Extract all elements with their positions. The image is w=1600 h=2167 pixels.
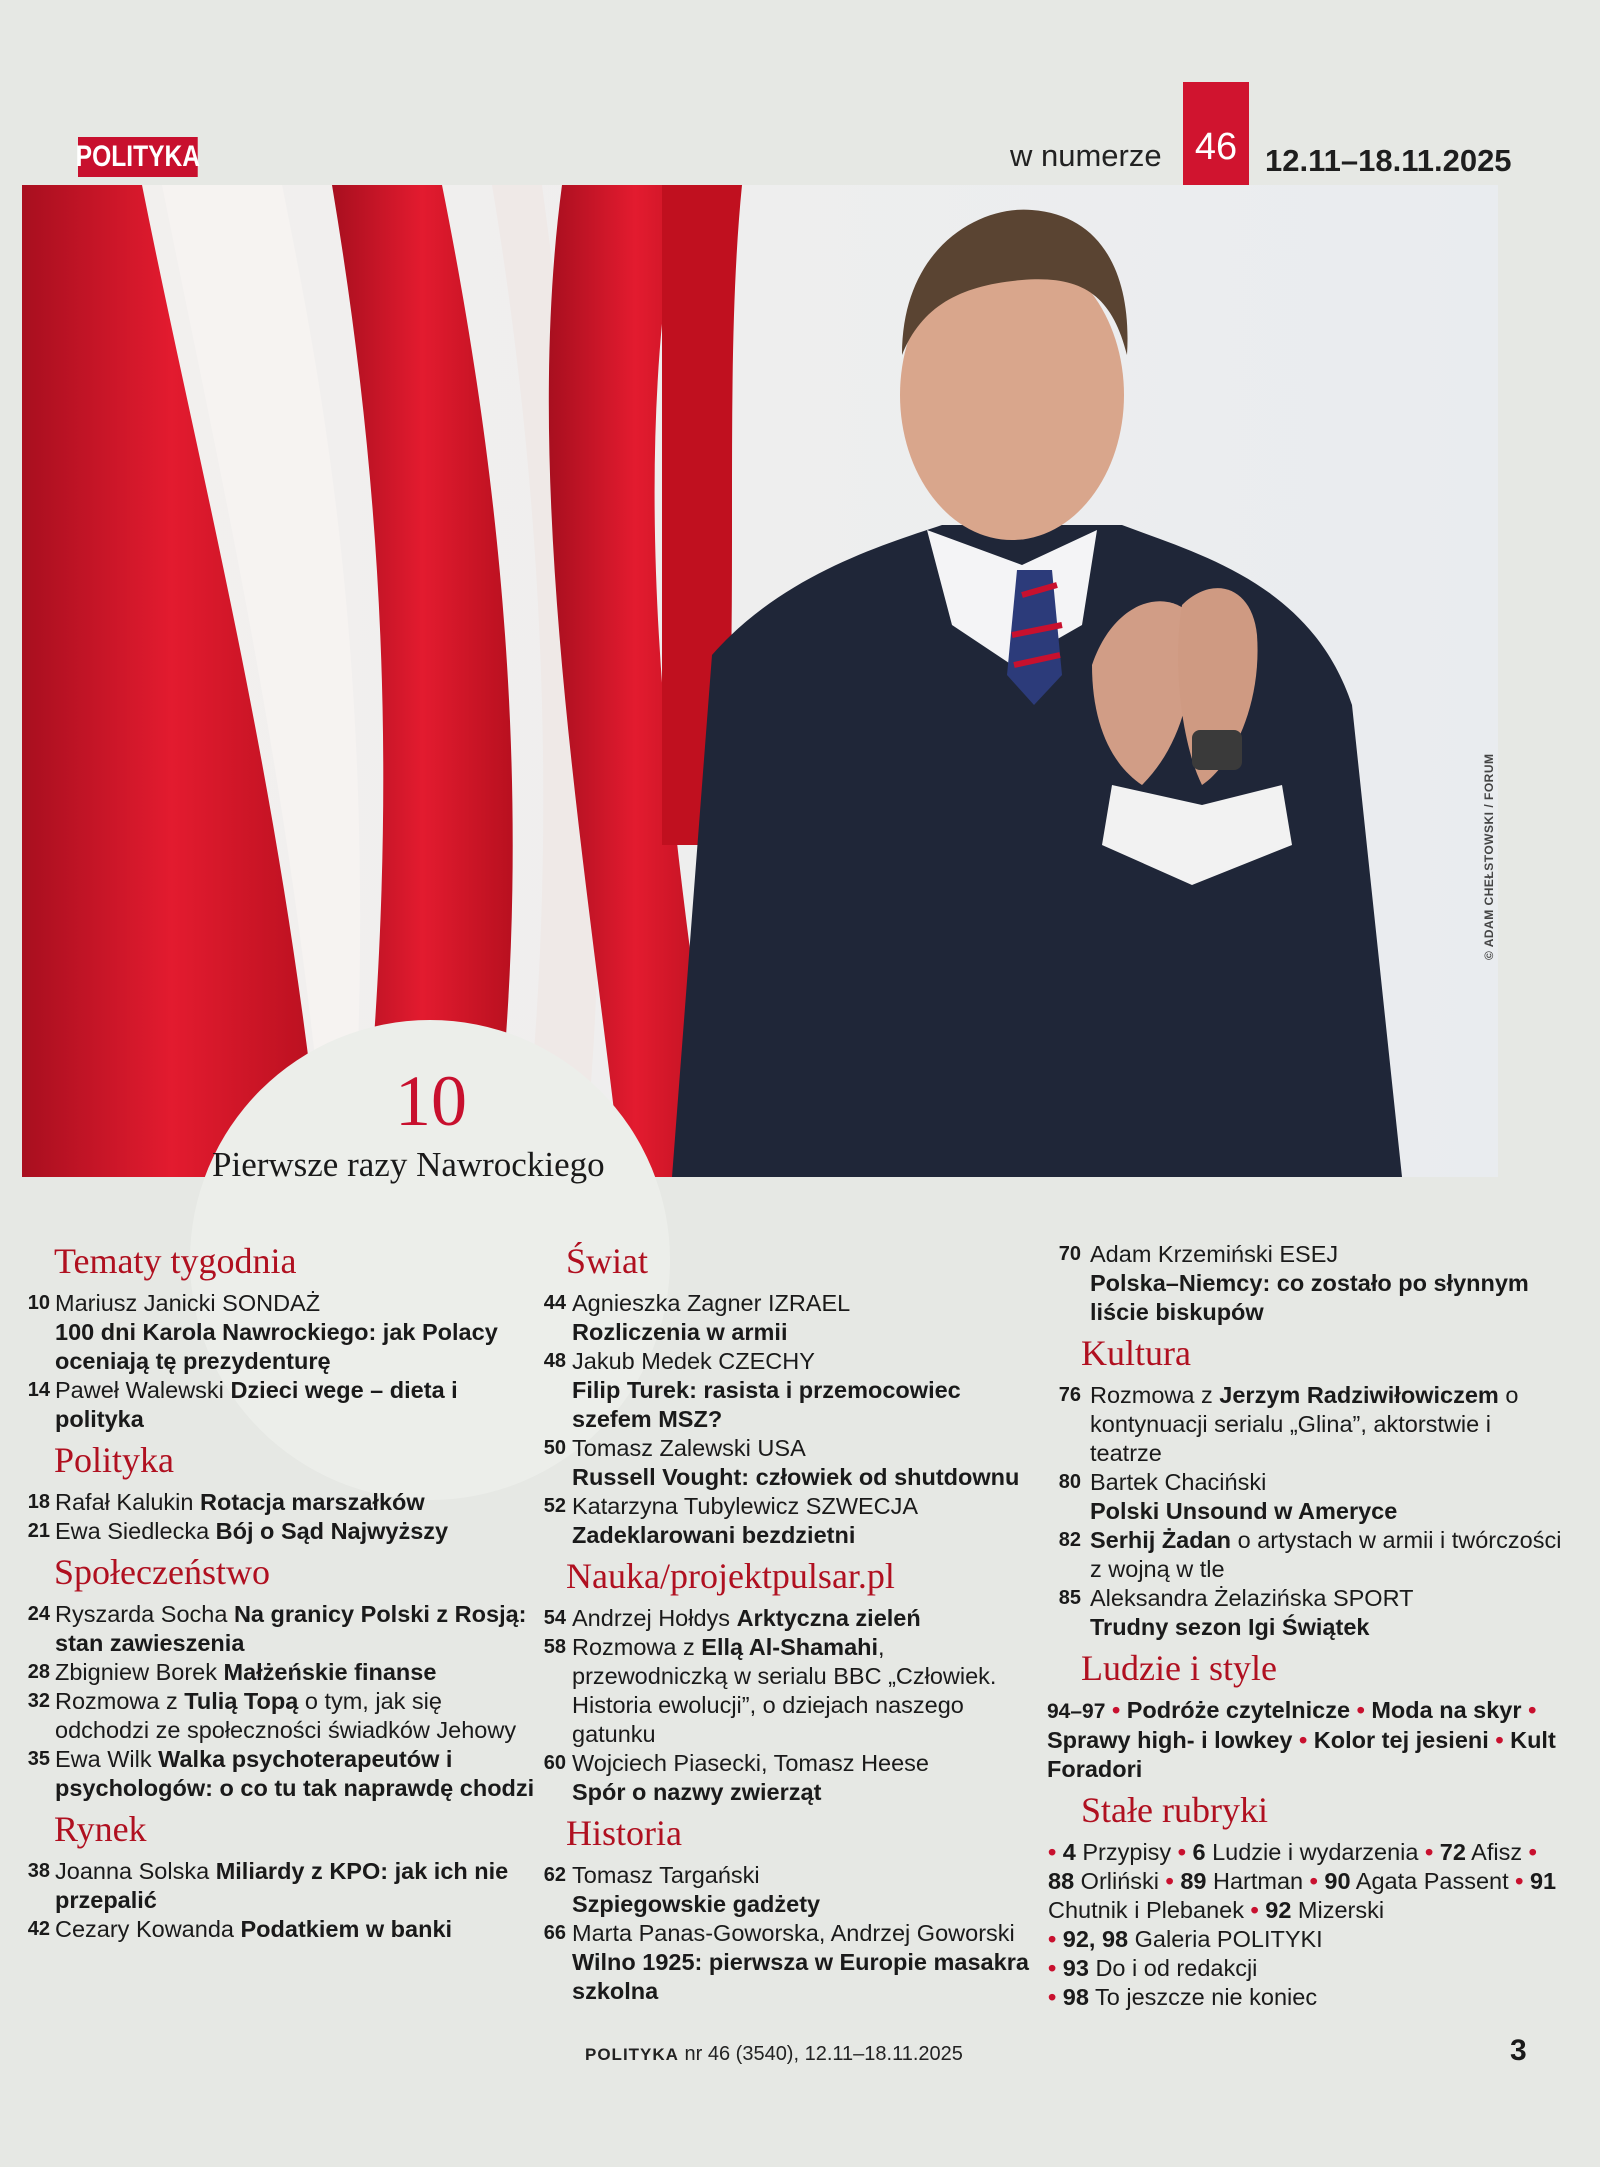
toc-entry[interactable]	[530, 1492, 1030, 1550]
bullet-icon: •	[1425, 1839, 1434, 1865]
page-number: 35	[27, 1748, 50, 1770]
entry-title: Podatkiem w banki	[240, 1916, 453, 1942]
toc-entry[interactable]	[530, 1749, 1030, 1807]
entry-author: Bartek Chaciński	[1090, 1469, 1267, 1495]
page-number: 14	[27, 1379, 50, 1401]
page-number: 44	[543, 1292, 566, 1314]
list-item[interactable]: Agata Passent	[1355, 1868, 1509, 1894]
toc-entry[interactable]	[18, 1488, 538, 1517]
page-number: 88	[1048, 1868, 1075, 1894]
entry-title: Na granicy Polski z Rosją: stan zawieszenia	[55, 1601, 527, 1656]
page-number: 50	[543, 1437, 566, 1459]
list-item[interactable]: Ludzie i wydarzenia	[1212, 1839, 1419, 1865]
section-heading-tematy: Tematy tygodnia	[54, 1241, 297, 1281]
entry-author: Tomasz Targański	[572, 1862, 760, 1888]
page-number: 54	[543, 1607, 566, 1629]
page-number: 76	[1058, 1384, 1081, 1406]
list-item[interactable]: Do i od redakcji	[1095, 1955, 1258, 1981]
entry-title: 100 dni Karola Nawrockiego: jak Polacy oceniają tę prezydenturę	[55, 1319, 498, 1374]
section-heading-historia: Historia	[566, 1813, 682, 1853]
entry-title: Polski Unsound w Ameryce	[1090, 1498, 1398, 1524]
entry-author: Katarzyna Tubylewicz SZWECJA	[572, 1493, 919, 1519]
entry-title: Filip Turek: rasista i przemocowiec szefem MSZ?	[572, 1377, 961, 1432]
entry-guest: Tulią Topą	[184, 1688, 299, 1714]
page-number: 48	[543, 1350, 566, 1372]
bullet-icon: •	[1048, 1926, 1057, 1952]
page-footer	[585, 2043, 963, 2066]
bullet-icon: •	[1048, 1839, 1057, 1865]
page-number: 28	[27, 1661, 50, 1683]
entry-author: Paweł Walewski	[55, 1377, 224, 1403]
list-item[interactable]: Mizerski	[1297, 1897, 1385, 1923]
list-item[interactable]: To jeszcze nie koniec	[1095, 1984, 1318, 2010]
page-number: 70	[1058, 1243, 1081, 1265]
page-number: 21	[27, 1520, 50, 1542]
footer-logo: POLITYKA	[585, 2045, 679, 2064]
entry-author: Marta Panas-Goworska, Andrzej Goworski	[572, 1920, 1015, 1946]
toc-entry[interactable]	[530, 1434, 1030, 1492]
entry-author: Aleksandra Żelazińska SPORT	[1090, 1585, 1414, 1611]
page-number: 66	[543, 1922, 566, 1944]
list-item[interactable]: Galeria POLITYKI	[1134, 1926, 1323, 1952]
entry-author: Tomasz Zalewski USA	[572, 1435, 806, 1461]
entry-author: Cezary Kowanda	[55, 1916, 234, 1942]
entry-author: Agnieszka Zagner IZRAEL	[572, 1290, 851, 1316]
cover-page-number: 10	[395, 1061, 467, 1141]
bullet-icon: •	[1165, 1868, 1174, 1894]
toc-entry[interactable]	[18, 1600, 538, 1658]
toc-column-1	[18, 1235, 538, 1944]
list-item[interactable]: Hartman	[1212, 1868, 1304, 1894]
bullet-icon: •	[1048, 1984, 1057, 2010]
bullet-icon: •	[1528, 1839, 1537, 1865]
page-number: 82	[1058, 1529, 1081, 1551]
page-number: 91	[1529, 1868, 1557, 1894]
issue-number: 46	[1194, 126, 1238, 168]
footer-issue-info: nr 46 (3540), 12.11–18.11.2025	[684, 2043, 963, 2065]
toc-entry[interactable]	[18, 1745, 538, 1803]
toc-entry[interactable]	[18, 1658, 538, 1687]
bullet-icon: •	[1309, 1868, 1318, 1894]
polityka-logo: POLITYKA	[78, 137, 198, 177]
photo-credit: © ADAM CHEŁSTOWSKI / FORUM	[1482, 753, 1496, 960]
page-number: 85	[1058, 1587, 1081, 1609]
toc-column-3	[1045, 1240, 1565, 2012]
list-item[interactable]: Przypisy	[1082, 1839, 1172, 1865]
toc-entry[interactable]	[530, 1919, 1030, 2006]
bullet-icon: •	[1299, 1727, 1308, 1753]
entry-author: Wojciech Piasecki, Tomasz Heese	[572, 1750, 929, 1776]
page-number: 42	[27, 1918, 50, 1940]
page-number: 93	[1062, 1955, 1089, 1981]
entry-guest: Serhij Żadan	[1090, 1527, 1232, 1553]
entry-intro: Rozmowa z	[55, 1688, 178, 1714]
entry-author: Ryszarda Socha	[55, 1601, 228, 1627]
toc-entry[interactable]	[18, 1289, 538, 1376]
entry-title: Zadeklarowani bezdzietni	[572, 1522, 856, 1548]
list-item[interactable]: Chutnik i Plebanek	[1048, 1897, 1244, 1923]
entry-title: Trudny sezon Igi Świątek	[1090, 1614, 1370, 1640]
page-number: 32	[27, 1690, 50, 1712]
page-number: 92	[1265, 1897, 1292, 1923]
in-issue-label: w numerze	[1010, 138, 1162, 173]
toc-entry-ludzie[interactable]	[1045, 1696, 1565, 1784]
page-number: 60	[543, 1752, 566, 1774]
page-number: 72	[1439, 1839, 1466, 1865]
entry-author: Jakub Medek CZECHY	[572, 1348, 815, 1374]
list-item: Kult Foradori	[1047, 1727, 1556, 1782]
section-heading-rynek: Rynek	[54, 1809, 147, 1849]
page-number: 6	[1192, 1839, 1206, 1865]
entry-guest: Jerzym Radziwiłowiczem	[1219, 1382, 1499, 1408]
toc-entry[interactable]	[530, 1861, 1030, 1919]
page-number-footer: 3	[1510, 2034, 1527, 2067]
toc-entry[interactable]	[530, 1347, 1030, 1434]
section-heading-nauka: Nauka/projektpulsar.pl	[566, 1556, 895, 1596]
toc-entry[interactable]	[530, 1633, 1030, 1749]
toc-entry[interactable]	[530, 1289, 1030, 1347]
bullet-icon: •	[1528, 1697, 1537, 1723]
list-item: Kolor tej jesieni	[1313, 1727, 1489, 1753]
issue-dates: 12.11–18.11.2025	[1265, 143, 1512, 178]
list-item[interactable]: Afisz	[1471, 1839, 1523, 1865]
page-number: 38	[27, 1860, 50, 1882]
entry-title: Arktyczna zieleń	[736, 1605, 921, 1631]
page-number: 62	[543, 1864, 566, 1886]
entry-title: Rotacja marszałków	[200, 1489, 425, 1515]
section-heading-kultura: Kultura	[1081, 1333, 1191, 1373]
entry-author: Zbigniew Borek	[55, 1659, 217, 1685]
page-number: 10	[27, 1292, 50, 1314]
entry-title: Wilno 1925: pierwsza w Europie masakra szkolna	[572, 1949, 1029, 2004]
toc-entry[interactable]	[1045, 1240, 1565, 1327]
toc-entry[interactable]	[530, 1604, 1030, 1633]
entry-description: o artystach w armii i twórczości z wojną w tle	[1090, 1527, 1562, 1582]
page-number: 24	[27, 1603, 50, 1625]
page-number: 92, 98	[1062, 1926, 1129, 1952]
bullet-icon: •	[1111, 1697, 1121, 1723]
entry-author: Andrzej Hołdys	[572, 1605, 731, 1631]
toc-entry[interactable]	[18, 1687, 538, 1745]
bullet-icon: •	[1515, 1868, 1524, 1894]
section-heading-spoleczenstwo: Społeczeństwo	[54, 1552, 270, 1592]
entry-title: Dzieci wege – dieta i polityka	[55, 1377, 458, 1432]
section-heading-stale: Stałe rubryki	[1081, 1790, 1268, 1830]
section-heading-ludzie: Ludzie i style	[1081, 1648, 1277, 1688]
toc-entry[interactable]	[18, 1376, 538, 1434]
entry-title: Spór o nazwy zwierząt	[572, 1779, 822, 1805]
entry-author: Adam Krzemiński ESEJ	[1090, 1241, 1339, 1267]
toc-column-2	[530, 1235, 1030, 2006]
entry-title: Szpiegowskie gadżety	[572, 1891, 821, 1917]
page-number: 4	[1062, 1839, 1076, 1865]
bullet-icon: •	[1495, 1727, 1504, 1753]
entry-guest: Ellą Al-Shamahi	[701, 1634, 879, 1660]
toc-entry[interactable]	[1045, 1584, 1565, 1642]
page-number: 98	[1062, 1984, 1089, 2010]
entry-title: Miliardy z KPO: jak ich nie przepalić	[55, 1858, 509, 1913]
entry-title: Russell Vought: człowiek od shutdownu	[572, 1464, 1020, 1490]
cover-photo-illustration	[22, 185, 1498, 1177]
page-number: 58	[543, 1636, 566, 1658]
entry-author: Mariusz Janicki SONDAŻ	[55, 1290, 321, 1316]
entry-title: Walka psychoterapeutów i psychologów: o co tu tak naprawdę chodzi	[55, 1746, 535, 1801]
ludzie-list	[1047, 1696, 1565, 1784]
entry-title: Małżeńskie finanse	[223, 1659, 437, 1685]
toc-entry[interactable]	[18, 1857, 538, 1915]
list-item[interactable]: Orliński	[1080, 1868, 1160, 1894]
list-item: Moda na skyr	[1371, 1697, 1522, 1723]
stale-rubryki-list	[1048, 1838, 1565, 2012]
section-heading-polityka: Polityka	[54, 1440, 175, 1480]
entry-title: Polska–Niemcy: co zostało po słynnym liście biskupów	[1090, 1270, 1529, 1325]
entry-description: o tym, jak się odchodzi ze społeczności świadków Jehowy	[55, 1688, 517, 1743]
page-number: 18	[27, 1491, 50, 1513]
page-number: 80	[1058, 1471, 1081, 1493]
toc-entry[interactable]	[18, 1915, 538, 1944]
toc-entry[interactable]	[1045, 1468, 1565, 1526]
entry-author: Ewa Wilk	[55, 1746, 152, 1772]
toc-entry[interactable]	[1045, 1381, 1565, 1468]
cover-photo	[22, 185, 1498, 1177]
entry-intro: Rozmowa z	[1090, 1382, 1213, 1408]
bullet-icon: •	[1177, 1839, 1186, 1865]
toc-entry[interactable]	[18, 1517, 538, 1546]
bullet-icon: •	[1250, 1897, 1259, 1923]
section-heading-swiat: Świat	[566, 1241, 649, 1281]
entry-author: Rafał Kalukin	[55, 1489, 194, 1515]
page-number: 90	[1324, 1868, 1351, 1894]
page-number: 52	[543, 1495, 566, 1517]
toc-entry[interactable]	[1045, 1526, 1565, 1584]
bullet-icon: •	[1356, 1697, 1365, 1723]
list-item: Podróże czytelnicze	[1126, 1697, 1351, 1723]
entry-author: Ewa Siedlecka	[55, 1518, 210, 1544]
entry-description: o kontynuacji serialu „Glina”, aktorstwie i teatrze	[1090, 1382, 1519, 1466]
entry-author: Joanna Solska	[55, 1858, 210, 1884]
entry-title: Rozliczenia w armii	[572, 1319, 788, 1345]
entry-title: Bój o Sąd Najwyższy	[215, 1518, 449, 1544]
entry-description: , przewodniczką w serialu BBC „Człowiek. Historia ewolucji”, o dziejach naszego gatunku	[572, 1634, 997, 1747]
list-item: Sprawy high- i lowkey	[1047, 1727, 1293, 1753]
entry-intro: Rozmowa z	[572, 1634, 695, 1660]
bullet-icon: •	[1048, 1955, 1057, 1981]
cover-title: Pierwsze razy Nawrockiego	[212, 1145, 605, 1184]
page-number: 89	[1180, 1868, 1207, 1894]
page-number: 94–97	[1047, 1700, 1106, 1723]
